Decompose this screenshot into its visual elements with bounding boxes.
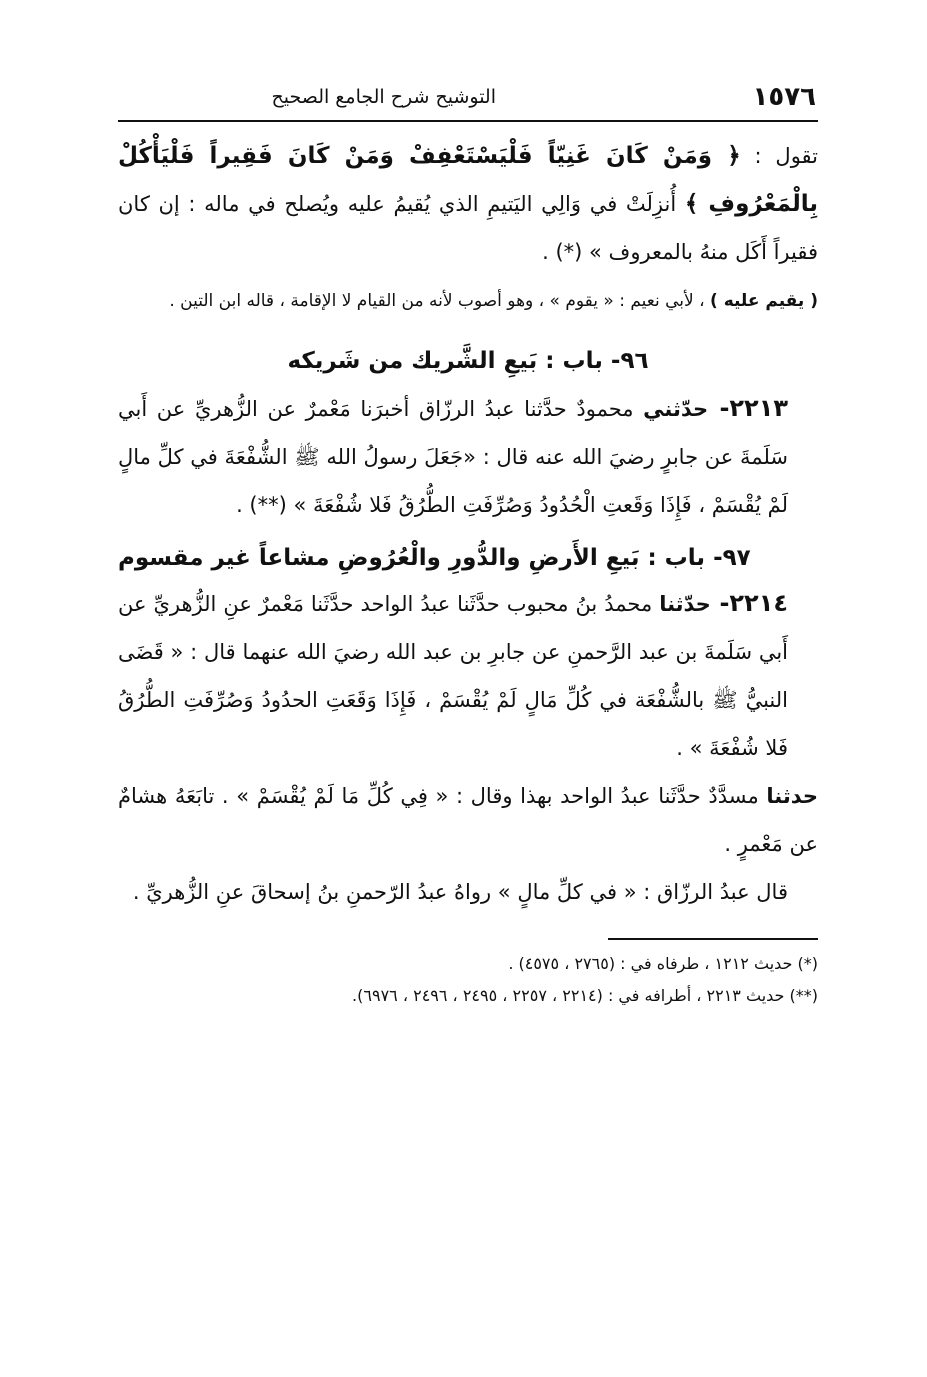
- note-keyword: ( يقيم عليه ): [710, 291, 818, 311]
- note-text: ، لأبي نعيم : « يقوم » ، وهو أصوب لأنه من القيام لا الإقامة ، قاله ابن التين .: [169, 291, 710, 311]
- hadith-number: ٢٢١٣-: [708, 394, 788, 422]
- hadith-opening: حدّثني: [643, 397, 709, 421]
- page-header: [118, 80, 818, 122]
- paragraph-lead: تقول :: [740, 144, 819, 168]
- quran-verse: ﴿ وَمَنْ كَانَ غَنِيّاً فَلْيَسْتَعْفِفْ وَمَنْ كَانَ فَقِيراً فَلْيَأْكُلْ بِالْمَعْرُوفِ ﴾: [118, 143, 818, 217]
- paragraph-abd-al-razzaq: قال عبدُ الرزّاق : « في كلِّ مالٍ » رواهُ عبدُ الرّحمنِ بنُ إسحاقَ عنِ الزُّهريِّ .: [132, 880, 788, 904]
- paragraph-musaddad: [118, 772, 818, 868]
- hadith-2213: [118, 384, 818, 529]
- paragraph-quran-commentary: [118, 132, 818, 276]
- hadith-opening: حدّثنا: [659, 592, 711, 616]
- running-title: التوشيح شرح الجامع الصحيح: [271, 86, 496, 108]
- hadith-number: ٢٢١٤-: [710, 589, 788, 617]
- footnote-divider: [608, 938, 818, 940]
- footnote-2: (**) حديث ٢٢١٣ ، أطرافه في : (٢٢١٤ ، ٢٢٥٧ ، ٢٤٩٥ ، ٢٤٩٦ ، ٦٩٧٦).: [352, 986, 818, 1005]
- commentary-note: [118, 284, 818, 318]
- hadith-text: محمودٌ حدَّثنا عبدُ الرزّاق أخبرَنا مَعْمرٌ عن الزُّهريِّ عن أَبي سَلَمةَ عن جابرٍ رضيَ الله عنه قال : «جَعَلَ رسولُ الله ﷺ الشُّفْعَةَ في كلِّ مالٍ لَمْ يُقْسَمْ ، فَإِذَا وَقَعتِ الْحُدُودُ وَصُرِّفَتِ الطُّرُقُ فَلا شُفْعَةَ » (**) .: [118, 397, 788, 517]
- chapter-heading-96: ٩٦- باب : بَيعِ الشَّريك من شَريكه: [287, 348, 649, 374]
- page: [118, 80, 818, 1012]
- chapter-heading-97: ٩٧- باب : بَيعِ الأَرضِ والدُّورِ والْعُرُوضِ مشاعاً غير مقسوم: [118, 545, 751, 571]
- paragraph-opening: حدثنا: [766, 784, 818, 808]
- paragraph-rest: أُنزِلَتْ في وَالِي اليَتيمِ الذي يُقيمُ عليه ويُصلح في ماله : إن كان فقيراً أَكَل منهُ بالمعروف » (*) .: [118, 192, 818, 264]
- page-number: ١٥٧٦: [752, 82, 816, 112]
- hadith-2214: [118, 579, 818, 772]
- paragraph-text: مسدَّدٌ حدَّثَنا عبدُ الواحد بهذا وقال : « فِي كُلِّ مَا لَمْ يُقْسَمْ » . تابَعَهُ هشامٌ عن مَعْمرٍ .: [118, 784, 818, 856]
- hadith-text: محمدُ بنُ محبوب حدَّثَنا عبدُ الواحد حدَّثَنا مَعْمرٌ عنِ الزُّهريِّ عن أَبي سَلَمةَ بن عبد الرَّحمنِ عن جابرِ بن عبد الله رضيَ الله عنهما قال : « قَضَى النبيُّ ﷺ بالشُّفْعَة في كُلِّ مَالٍ لَمْ يُقْسَمْ ، فَإِذَا وَقَعَتِ الحدُودُ وَصُرِّفَتِ الطُّرُقُ فَلا شُفْعَةَ » .: [118, 592, 788, 760]
- footnote-1: (*) حديث ١٢١٢ ، طرفاه في : (٢٧٦٥ ، ٤٥٧٥) .: [508, 954, 818, 973]
